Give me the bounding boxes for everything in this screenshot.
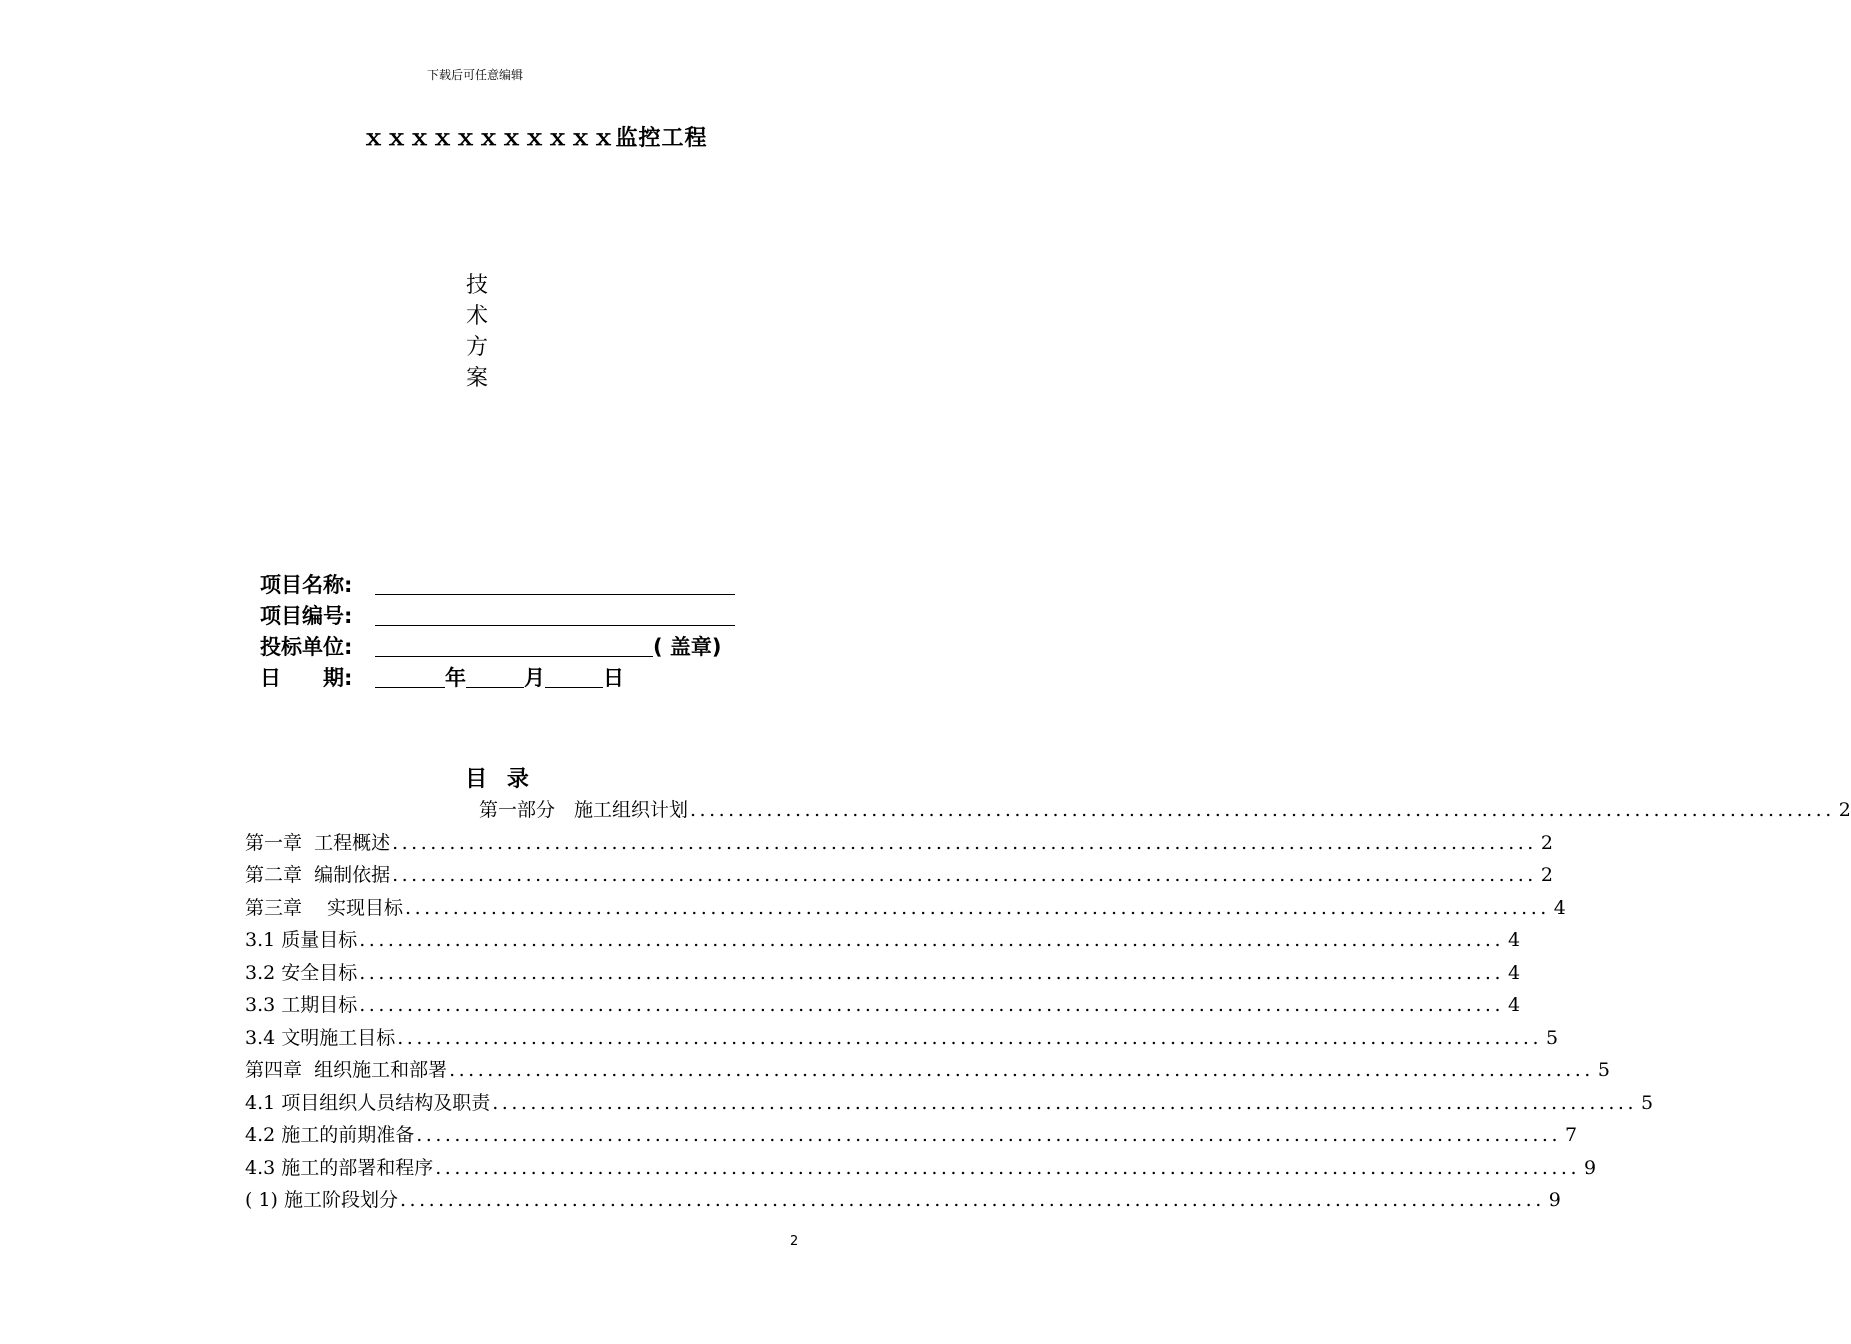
toc-leader-dots: ........................................................................................................................ bbox=[397, 1026, 1543, 1049]
vertical-title-char: 术 bbox=[465, 304, 488, 329]
toc-entry-page: 4 bbox=[1508, 994, 1521, 1016]
project-number-blank bbox=[375, 601, 735, 626]
month-blank bbox=[466, 663, 524, 688]
toc-entry-title: 4.1 项目组织人员结构及职责 bbox=[245, 1091, 491, 1114]
toc-entry[interactable] bbox=[245, 859, 1553, 892]
toc-entry[interactable] bbox=[245, 989, 1521, 1022]
toc-entry[interactable] bbox=[245, 892, 1566, 925]
toc-entry-title: 4.3 施工的部署和程序 bbox=[245, 1156, 434, 1179]
toc-entry[interactable] bbox=[245, 827, 1553, 860]
project-number-label: 项目编号: bbox=[260, 604, 353, 628]
toc-leader-dots: ........................................................................................................................ bbox=[405, 896, 1550, 919]
toc-entry-page: 4 bbox=[1553, 896, 1566, 919]
toc-entry-page: 7 bbox=[1565, 1124, 1578, 1146]
toc-entry-page: 2 bbox=[1838, 799, 1851, 821]
toc-leader-dots: ........................................................................................................................ bbox=[435, 1156, 1581, 1179]
toc-entry-page: 9 bbox=[1548, 1189, 1561, 1211]
project-name-row bbox=[260, 570, 760, 601]
bidder-label: 投标单位: bbox=[260, 635, 353, 659]
toc-entry[interactable] bbox=[245, 1184, 1561, 1217]
toc-leader-dots: ........................................................................................................................ bbox=[392, 864, 1537, 886]
year-blank bbox=[375, 663, 445, 688]
toc-entry[interactable] bbox=[245, 1087, 1654, 1120]
toc-entry[interactable] bbox=[245, 794, 1851, 827]
toc-entry-page: 5 bbox=[1641, 1091, 1654, 1114]
toc-entry-page: 5 bbox=[1546, 1026, 1559, 1049]
toc-entry[interactable] bbox=[245, 1022, 1559, 1055]
toc-entry-title: 3.1 质量目标 bbox=[245, 929, 358, 951]
seal-text: ( 盖章) bbox=[653, 635, 722, 659]
toc-entry-title: 第四章 组织施工和部署 bbox=[245, 1059, 448, 1081]
toc-leader-dots: ........................................................................................................................ bbox=[492, 1091, 1638, 1114]
toc-heading: 目 录 bbox=[465, 767, 535, 792]
toc-entry-title: 第一章 工程概述 bbox=[245, 831, 391, 854]
toc-leader-dots: ........................................................................................................................ bbox=[400, 1189, 1545, 1211]
date-label: 日 期: bbox=[260, 666, 353, 690]
project-name-label: 项目名称: bbox=[260, 573, 353, 597]
project-name-blank bbox=[375, 570, 735, 595]
toc-entry-page: 4 bbox=[1508, 961, 1521, 984]
year-label: 年 bbox=[445, 666, 466, 690]
toc-entry-title: 3.2 安全目标 bbox=[245, 961, 358, 984]
date-row bbox=[260, 663, 760, 694]
toc-entry-title: 第三章 实现目标 bbox=[245, 896, 404, 919]
toc-entry-title: ( 1) 施工阶段划分 bbox=[245, 1189, 398, 1211]
project-info-form bbox=[260, 570, 760, 694]
document-title: ｘｘｘｘｘｘｘｘｘｘｘ监控工程 bbox=[362, 126, 708, 151]
vertical-title-char: 技 bbox=[465, 273, 488, 298]
toc-leader-dots: ........................................................................................................................ bbox=[690, 799, 1835, 821]
toc-leader-dots: ........................................................................................................................ bbox=[359, 994, 1505, 1016]
toc-entry-title: 第二章 编制依据 bbox=[245, 864, 391, 886]
vertical-title-char: 方 bbox=[465, 335, 488, 360]
toc-entry-page: 4 bbox=[1508, 929, 1521, 951]
toc-leader-dots: ........................................................................................................................ bbox=[416, 1124, 1562, 1146]
bidder-row bbox=[260, 632, 760, 663]
day-label: 日 bbox=[603, 666, 624, 690]
toc-entry[interactable] bbox=[245, 1119, 1578, 1152]
vertical-title-char: 案 bbox=[465, 366, 488, 391]
bidder-blank bbox=[375, 632, 653, 657]
toc-entry[interactable] bbox=[245, 1152, 1597, 1185]
toc-entry[interactable] bbox=[245, 1054, 1610, 1087]
toc-entry-page: 5 bbox=[1597, 1059, 1610, 1081]
vertical-title bbox=[462, 270, 492, 394]
month-label: 月 bbox=[524, 666, 545, 690]
toc-entry-title: 第一部分 施工组织计划 bbox=[479, 799, 689, 821]
toc-leader-dots: ........................................................................................................................ bbox=[392, 831, 1537, 854]
toc-leader-dots: ........................................................................................................................ bbox=[359, 961, 1505, 984]
toc-entry[interactable] bbox=[245, 957, 1521, 990]
day-blank bbox=[545, 663, 603, 688]
table-of-contents bbox=[245, 794, 1851, 1217]
header-note: 下载后可任意编辑 bbox=[426, 68, 523, 82]
toc-leader-dots: ........................................................................................................................ bbox=[449, 1059, 1594, 1081]
toc-entry-page: 2 bbox=[1540, 831, 1553, 854]
toc-entry-title: 3.4 文明施工目标 bbox=[245, 1026, 396, 1049]
toc-entry-title: 4.2 施工的前期准备 bbox=[245, 1124, 415, 1146]
toc-entry-title: 3.3 工期目标 bbox=[245, 994, 358, 1016]
page-number: 2 bbox=[790, 1234, 799, 1249]
toc-entry[interactable] bbox=[245, 924, 1521, 957]
toc-entry-page: 9 bbox=[1584, 1156, 1597, 1179]
project-number-row bbox=[260, 601, 760, 632]
toc-entry-page: 2 bbox=[1540, 864, 1553, 886]
toc-leader-dots: ........................................................................................................................ bbox=[359, 929, 1505, 951]
